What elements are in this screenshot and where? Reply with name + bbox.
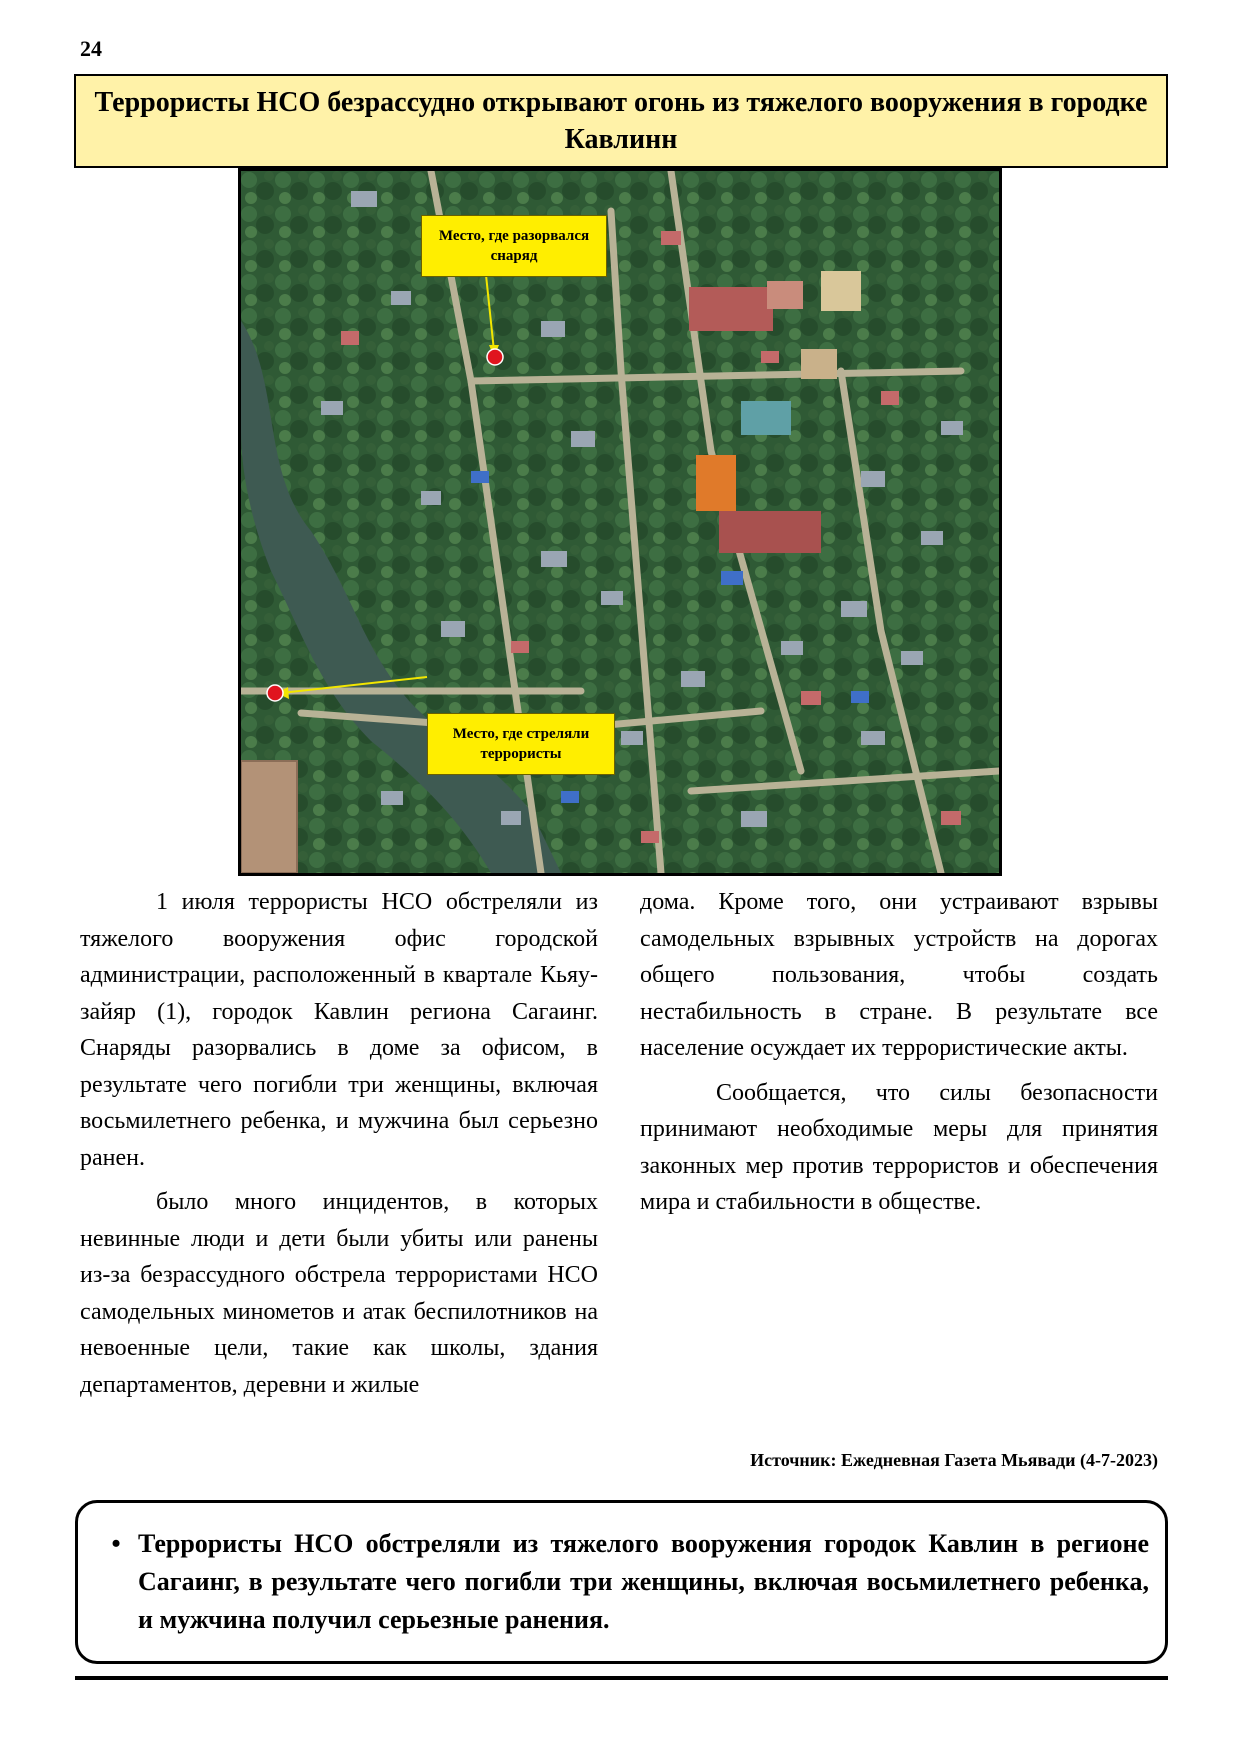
shell-impact-label: Место, где разорвался снаряд <box>421 215 607 277</box>
article-paragraph: было много инцидентов, в которых невинные люди и дети были убиты или ранены из-за безрассудного обстрела террористами НСО самодельных минометов и атак беспилотников на невоенные цели, такие как школы, здания департаментов, деревни и жилые <box>80 1189 598 1398</box>
bullet-icon: • <box>111 1529 121 1558</box>
article-right-column <box>640 884 1158 1229</box>
article-paragraph: 1 июля террористы НСО обстреляли из тяжелого вооружения офис городской администрации, расположенный в квартале Кьяу-зайяр (1), городок Кавлин региона Сагаинг. Снаряды разорвались в доме за офисом, в результате чего погибли три женщины, включая восьмилетнего ребенка, и мужчина был серьезно ранен. <box>80 889 598 1171</box>
article-left-column <box>80 884 598 1411</box>
article-paragraph: дома. Кроме того, они устраивают взрывы самодельных взрывных устройств на дорогах общего пользования, чтобы создать нестабильность в стране. В результате все население осуждает их террористические акты. <box>640 889 1158 1061</box>
article-paragraph: Сообщается, что силы безопасности принимают необходимые меры для принятия законных мер против террористов и обеспечения мира и стабильности в обществе. <box>640 1079 1158 1215</box>
firing-position-label: Место, где стреляли террористы <box>427 713 615 775</box>
article-source: Источник: Ежедневная Газета Мьявади (4-7-2023) <box>750 1450 1158 1470</box>
summary-item <box>94 1525 1149 1639</box>
satellite-map-image <box>241 171 999 873</box>
article-title: Террористы НСО безрассудно открывают огонь из тяжелого вооружения в городке Кавлинн <box>94 87 1148 155</box>
bottom-divider <box>75 1676 1168 1680</box>
article-title-box <box>74 74 1168 168</box>
summary-box <box>75 1500 1168 1664</box>
firing-position-marker <box>267 685 283 701</box>
page-number: 24 <box>80 36 102 61</box>
shell-impact-marker <box>487 349 503 365</box>
summary-text: Террористы НСО обстреляли из тяжелого вооружения городок Кавлин в регионе Сагаинг, в результате чего погибли три женщины, включая восьмилетнего ребенка, и мужчина получил серьезные ранения. <box>138 1529 1149 1634</box>
satellite-map <box>238 168 1002 876</box>
